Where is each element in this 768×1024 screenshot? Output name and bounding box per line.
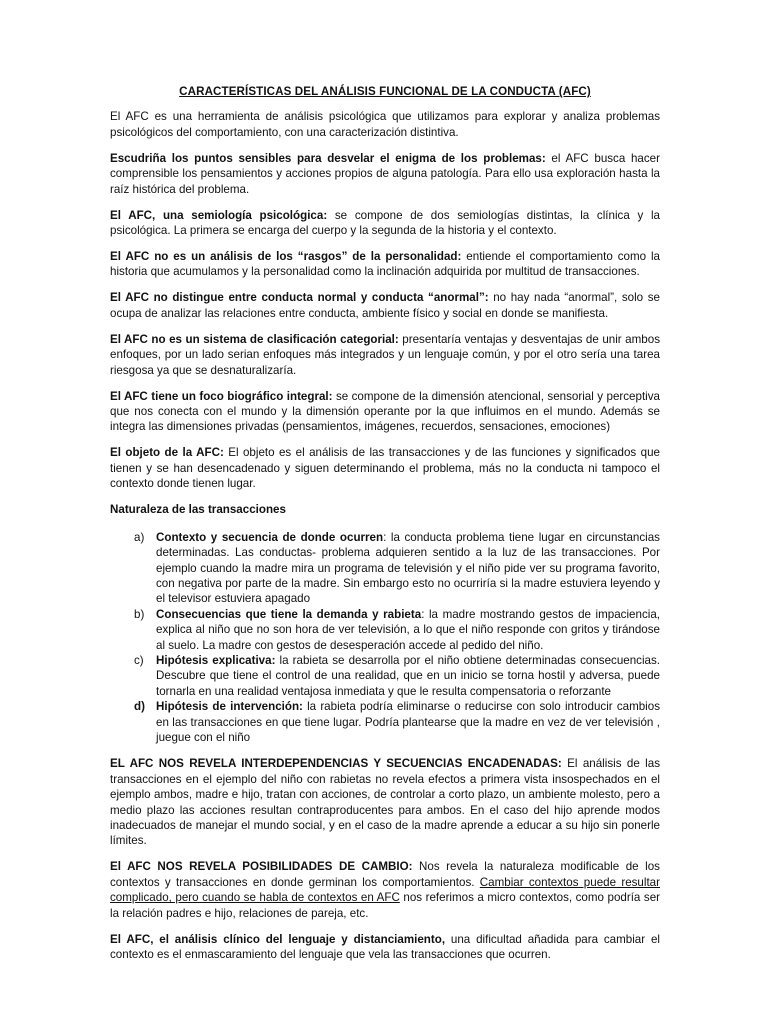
section-paragraph [110,389,660,435]
section-heading: Escudriña los puntos sensibles para desvelar el enigma de los problemas: [110,151,546,165]
list-item [134,607,660,653]
section-heading: El objeto de la AFC: [110,446,224,460]
closing-paragraph [110,859,660,921]
section-heading: El AFC no es un sistema de clasificación categorial: [110,332,399,346]
closing-heading: El AFC NOS REVELA POSIBILIDADES DE CAMBIO: [110,860,413,874]
list-marker: a) [134,530,145,544]
list-item [134,530,660,607]
closing-heading: EL AFC NOS REVELA INTERDEPENDENCIAS Y SECUENCIAS ENCADENADAS: [110,757,562,771]
section-text: presentaría ventajas y desventajas de unir ambos enfoques, por un lado serian enfoques más integrados y un lenguaje común, y por el otro sería una tarea riesgosa ya que se desnaturalizaría. [110,332,660,377]
section-paragraph [110,332,660,378]
list-item-text: : la conducta problema tiene lugar en circunstancias determinadas. Las conductas- problema adquieren sentido a la luz de las transacciones. Por ejemplo cuando la madre mira un programa de televisión y el niño pide ver su programa favorito, con negativa por parte de la madre. Sin embargo esto no ocurriría si la madre estuviera leyendo y el televisor estuviera apagado [156,530,660,606]
section-paragraph [110,249,660,280]
closing-text: El análisis de las transacciones en el ejemplo del niño con rabietas no revela efectos a primera vista insospechados en el ejemplo ambos, madre e hijo, tratan con acciones, de controlar a corto plazo, un ambiente molesto, pero a medio plazo las acciones resultan contraproducentes para ambos. En el caso del hijo aprende modos inadecuados de manejar el mundo social, y en el caso de la madre aprende a educar a su hijo sin ponerle límites. [110,757,661,848]
list-item-text: la rabieta se desarrolla por el niño obtiene determinadas consecuencias. Descubre que tiene el control de una realidad, que en un inicio se torna hostil y adversa, puede tornarla en una realidad ventajosa inmediata y que le resulta compensatoria o reforzante [156,653,660,698]
section-text: se compone de la dimensión atencional, sensorial y perceptiva que nos conecta con el mundo y la dimensión operante por la que influimos en el mundo. Además se integra las dimensiones privadas (pensamientos, imágenes, recuerdos, sensaciones, emociones) [110,389,660,434]
list-item-heading: Hipótesis de intervención: [156,700,303,714]
section-paragraph [110,208,660,239]
list-item-heading: Consecuencias que tiene la demanda y rabieta [156,607,422,621]
section-text: el AFC busca hacer comprensible los pensamientos y acciones propios de alguna patología. Para ello usa exploración hasta la raíz histórica del problema. [110,151,660,196]
list-item-text: la rabieta podría eliminarse o reducirse con solo introducir cambios en las transacciones en que tiene lugar. Podría plantearse que la madre en vez de ver televisión , juegue con el niño [156,700,660,744]
closing-paragraph [110,756,660,848]
list-item [134,699,660,745]
section-paragraph [110,290,660,321]
section-heading: El AFC tiene un foco biográfico integral: [110,389,333,403]
list-item-heading: Hipótesis explicativa: [156,653,276,667]
closing-paragraph [110,932,660,963]
section-paragraph [110,151,660,197]
document-title: CARACTERÍSTICAS DEL ANÁLISIS FUNCIONAL DE LA CONDUCTA (AFC) [179,85,591,98]
list-marker: c) [134,653,144,667]
list-item [134,653,660,699]
subheading: Naturaleza de las transacciones [110,503,286,517]
closing-heading: El AFC, el análisis clínico del lenguaje y distanciamiento, [110,932,446,946]
section-text: El objeto es el análisis de las transacciones y de las funciones y significados que tienen y se han desencadenado y siguen determinando el problema, más no la conducta ni tampoco el contexto donde tienen lugar. [110,446,660,491]
section-heading: El AFC no distingue entre conducta normal y conducta “anormal”: [110,291,489,305]
transactions-list [110,530,660,746]
section-text: entiende el comportamiento como la historia que acumulamos y la personalidad como la inclinación adquirida por multitud de transacciones. [110,250,660,279]
intro-paragraph: El AFC es una herramienta de análisis psicológica que utilizamos para explorar y analiza problemas psicológicos del comportamiento, con una caracterización distintiva. [110,110,660,139]
section-paragraph [110,445,660,491]
section-text: se compone de dos semiologías distintas, la clínica y la psicológica. La primera se encarga del cuerpo y la segunda de la historia y el contexto. [110,208,661,238]
closing-text: Nos revela la naturaleza modificable de los contextos y transacciones en donde germinan los comportamientos. [110,860,660,889]
closing-text: una dificultad añadida para cambiar el contexto es el enmascaramiento del lenguaje que vela las transacciones que ocurren. [110,932,660,962]
section-text: no hay nada “anormal”, solo se ocupa de analizar las relaciones entre conducta, ambiente físico y social en donde se manifiesta. [110,291,660,320]
list-item-heading: Contexto y secuencia de donde ocurren [156,530,384,544]
underlined-text: Cambiar contextos puede resultar complicado, pero cuando se habla de contextos en AFC [110,875,660,905]
list-marker: b) [134,607,145,621]
section-heading: El AFC, una semiología psicológica: [110,208,328,222]
closing-text-after: nos referimos a micro contextos, como podría ser la relación padres e hijo, relaciones de pareja, etc. [110,891,660,920]
list-item-text: : la madre mostrando gestos de impaciencia, explica al niño que no son hora de ver televisión, a lo que el niño responde con gritos y tirándose al suelo. La madre con gestos de desesperación accede al pedido del niño. [156,607,660,652]
section-heading: El AFC no es un análisis de los “rasgos” de la personalidad: [110,250,462,264]
list-marker: d) [134,700,145,714]
